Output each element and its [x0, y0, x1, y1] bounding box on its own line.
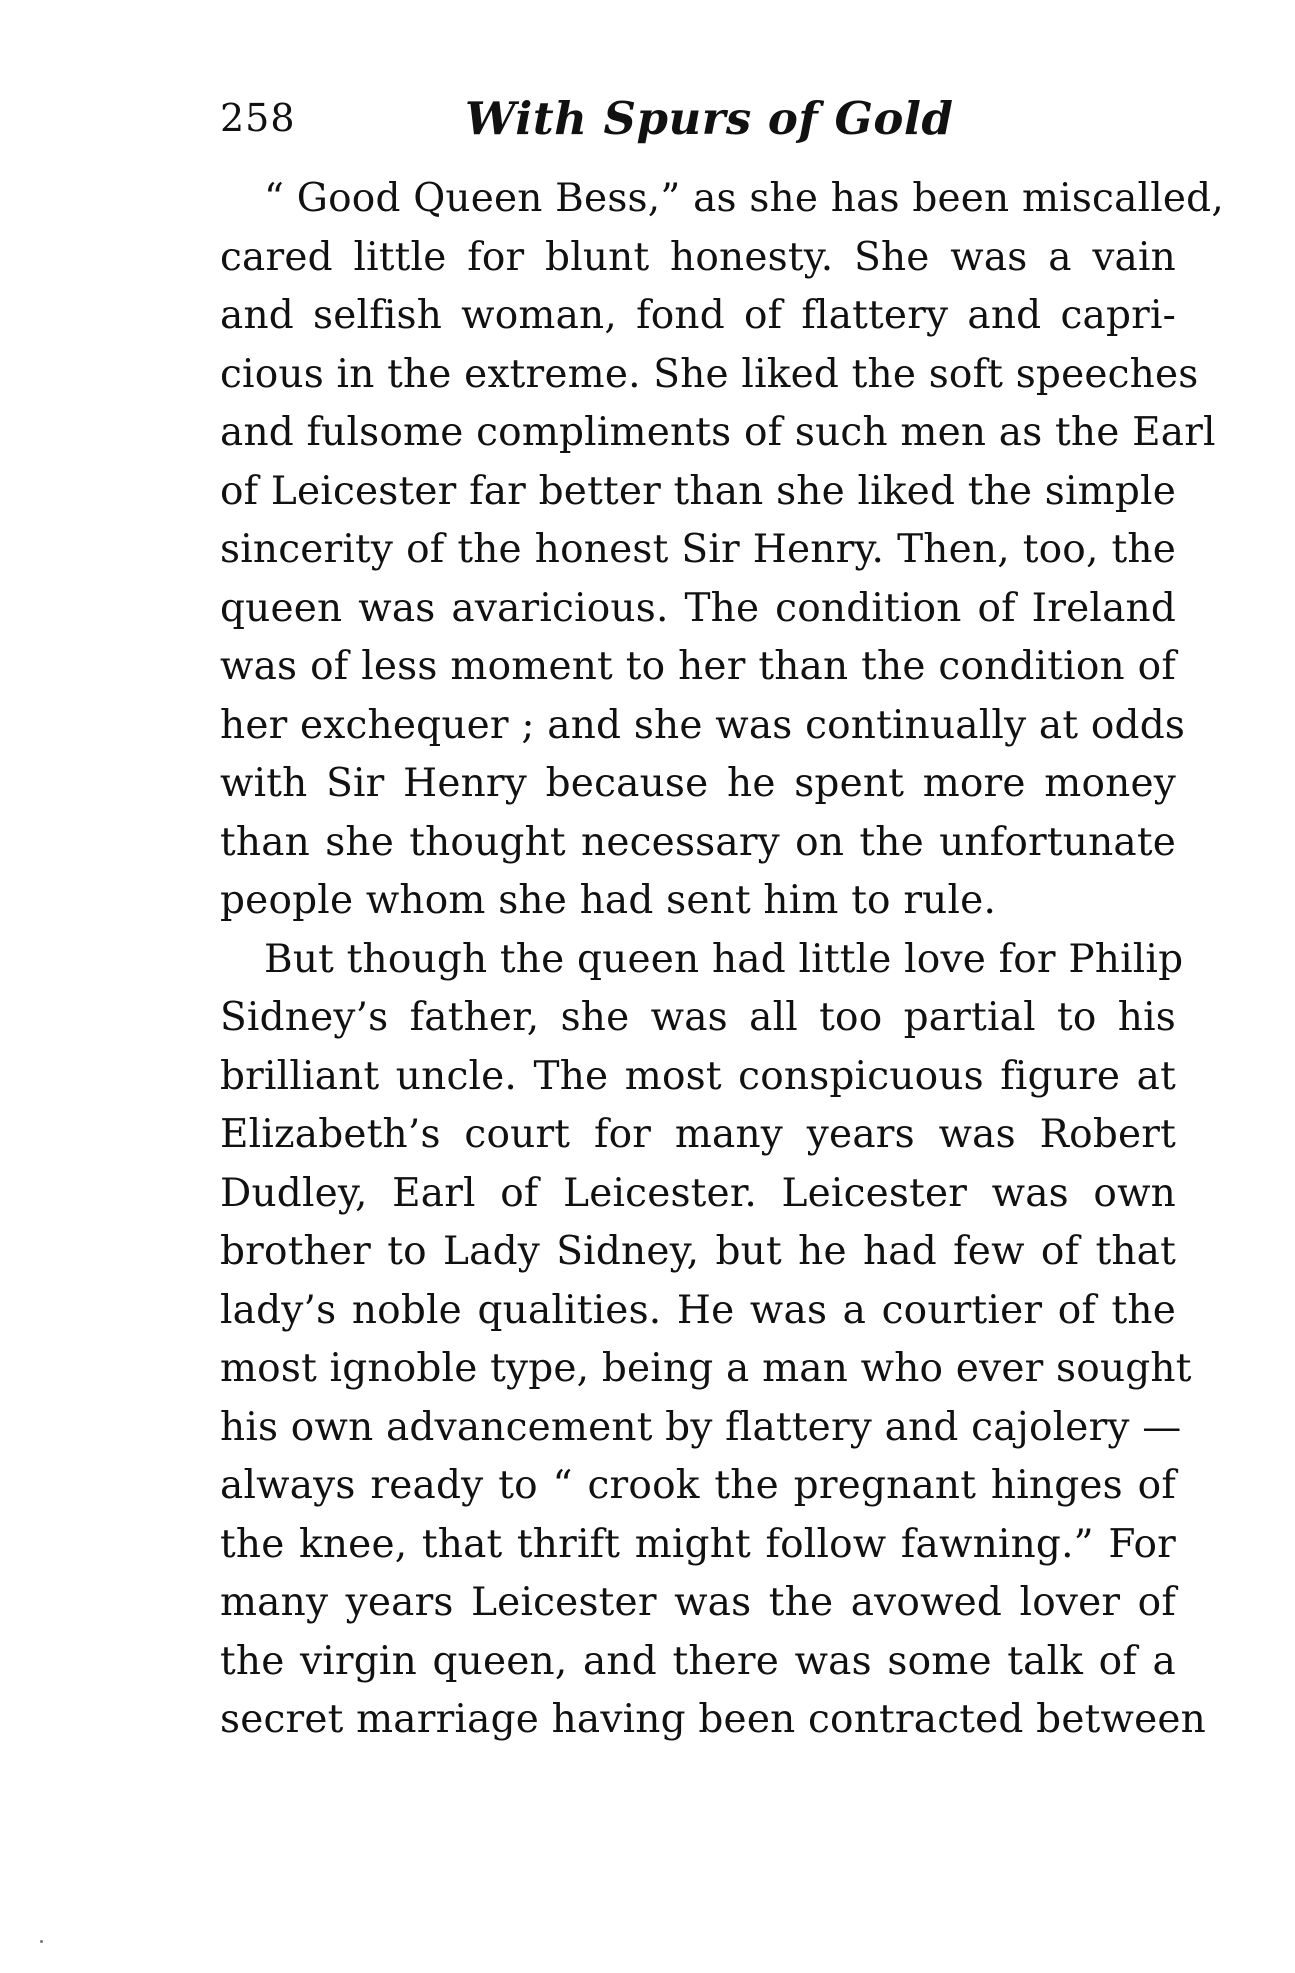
text-line: and selfish woman, fond of flattery and capri- — [220, 293, 1176, 338]
text-line: the virgin queen, and there was some talk of a — [220, 1638, 1176, 1684]
running-title: With Spurs of Gold — [465, 92, 954, 145]
text-line: her exchequer ; and she was continually at odds — [220, 702, 1186, 748]
body-text — [220, 170, 1224, 1750]
text-line: brother to Lady Sidney, but he had few of that — [220, 1229, 1176, 1274]
text-line: cared little for blunt honesty. She was a vain — [220, 234, 1176, 280]
text-line: with Sir Henry because he spent more money — [220, 761, 1176, 806]
text-line: many years Leicester was the avowed lover of — [220, 1580, 1176, 1625]
text-line: the knee, that thrift might follow fawning.” For — [220, 1521, 1176, 1567]
text-line: his own advancement by flattery and cajolery — — [220, 1404, 1182, 1450]
text-line: of Leicester far better than she liked the simple — [220, 468, 1176, 514]
text-line: Dudley, Earl of Leicester. Leicester was own — [220, 1170, 1176, 1216]
text-line: was of less moment to her than the condition of — [220, 644, 1176, 689]
text-line: brilliant uncle. The most conspicuous figure at — [220, 1053, 1176, 1099]
text-line: lady’s noble qualities. He was a courtier of the — [220, 1287, 1176, 1333]
text-line: Elizabeth’s court for many years was Robert — [220, 1112, 1176, 1157]
text-line: “ Good Queen Bess,” as she has been miscalled, — [264, 176, 1224, 221]
text-line: secret marriage having been contracted between — [220, 1697, 1206, 1742]
text-line: people whom she had sent him to rule. — [220, 878, 997, 923]
text-line: queen was avaricious. The condition of Ireland — [220, 585, 1176, 631]
text-line: and fulsome compliments of such men as the Earl — [220, 410, 1216, 455]
scan-speck — [40, 1940, 43, 1943]
text-line: most ignoble type, being a man who ever sought — [220, 1346, 1192, 1391]
text-line: cious in the extreme. She liked the soft speeches — [220, 351, 1199, 397]
text-line: But though the queen had little love for Philip — [264, 936, 1184, 982]
text-line: Sidney’s father, she was all too partial to his — [220, 995, 1176, 1040]
text-line: always ready to “ crook the pregnant hinges of — [220, 1463, 1176, 1508]
page-number: 258 — [220, 96, 296, 140]
page-header — [220, 92, 1180, 162]
text-line: than she thought necessary on the unfortunate — [220, 819, 1176, 865]
text-line: sincerity of the honest Sir Henry. Then, too, the — [220, 527, 1176, 572]
